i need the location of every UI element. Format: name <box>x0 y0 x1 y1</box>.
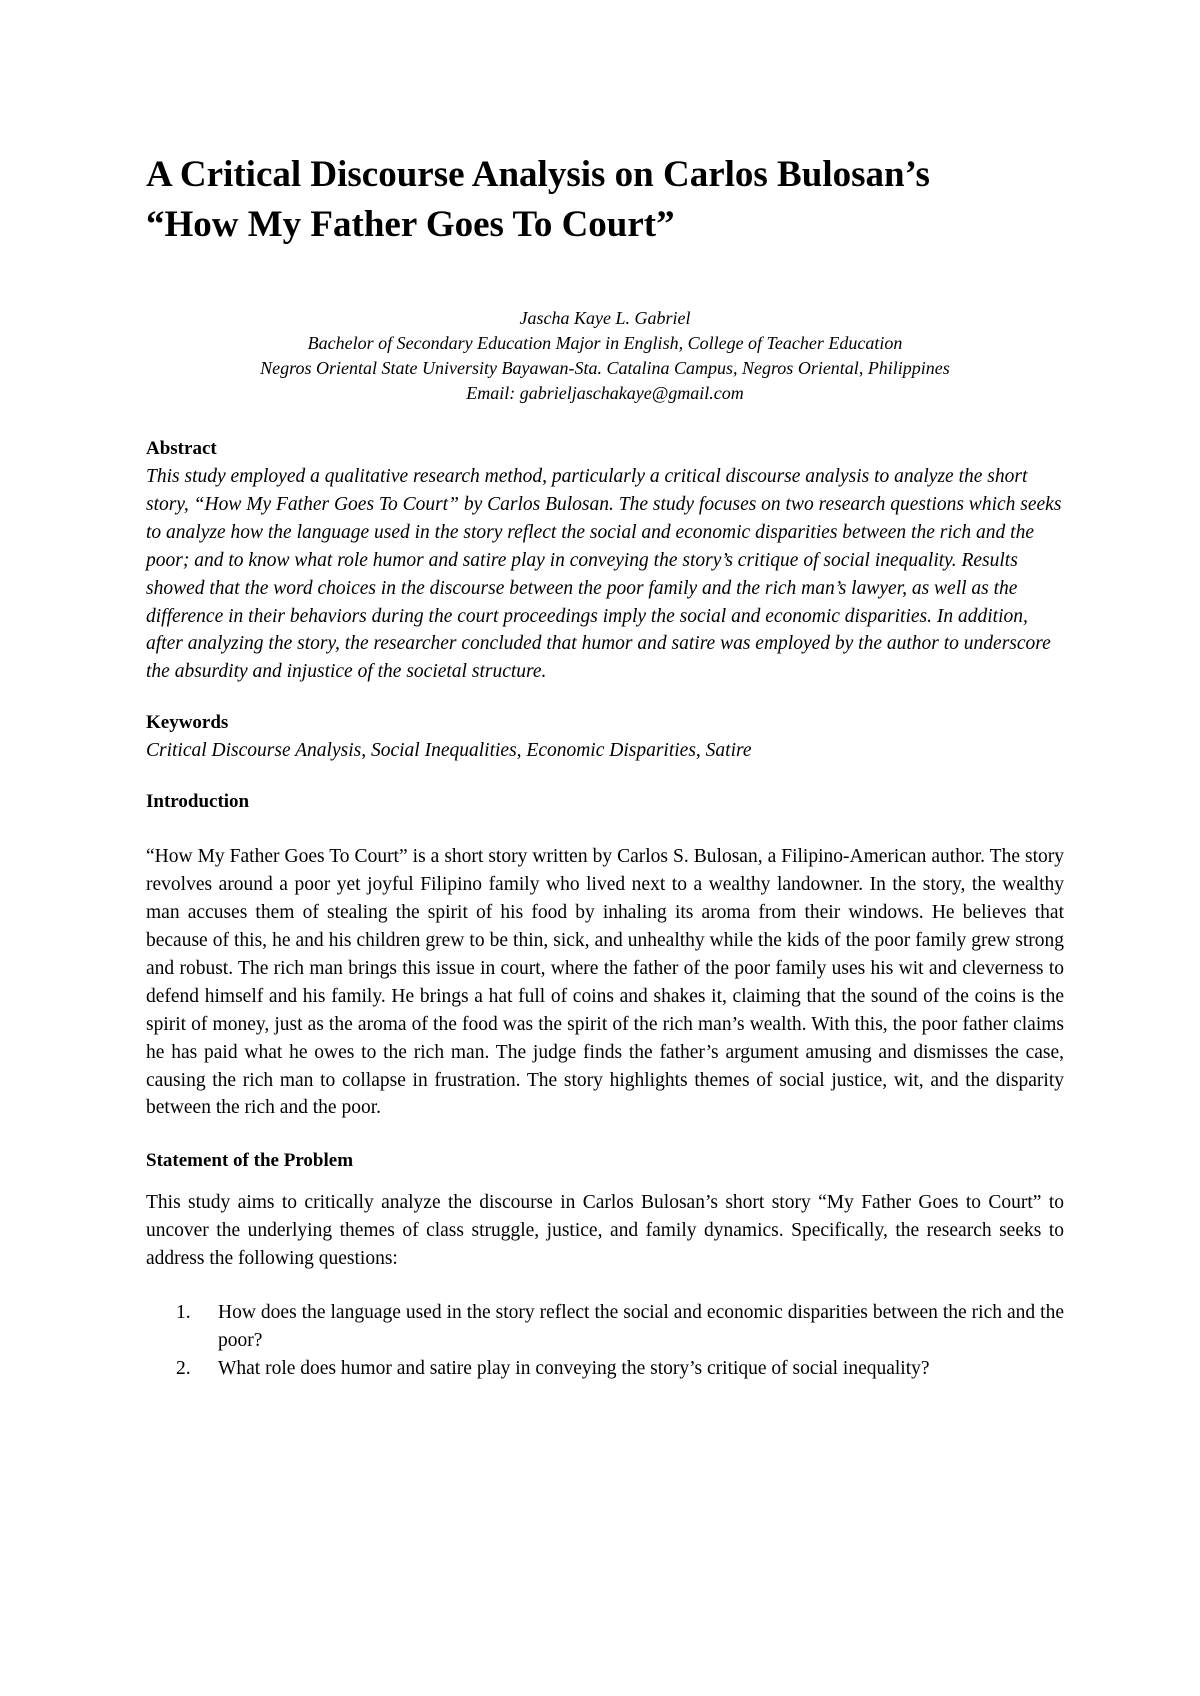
research-question-item <box>146 1299 1064 1355</box>
paper-page <box>146 150 1064 1383</box>
paper-title-line-1: A Critical Discourse Analysis on Carlos Bulosan’s <box>146 154 930 195</box>
author-block <box>146 306 1064 406</box>
statement-of-problem-heading: Statement of the Problem <box>146 1150 354 1172</box>
research-question-text: How does the language used in the story reflect the social and economic disparities between the rich and the poor? <box>218 1302 1064 1351</box>
introduction-heading: Introduction <box>146 791 250 813</box>
author-name: Jascha Kaye L. Gabriel <box>519 308 691 328</box>
author-affiliation: Negros Oriental State University Bayawan-Sta. Catalina Campus, Negros Oriental, Philippines <box>260 358 950 378</box>
paper-title-line-2: “How My Father Goes To Court” <box>146 204 675 245</box>
research-question-text: What role does humor and satire play in conveying the story’s critique of social inequality? <box>218 1357 930 1379</box>
paper-title <box>146 150 1064 250</box>
research-question-item <box>146 1355 1064 1383</box>
research-question-number: 1. <box>176 1302 191 1324</box>
author-email: Email: gabrieljaschakaye@gmail.com <box>466 383 744 403</box>
research-question-number: 2. <box>176 1357 191 1379</box>
keywords-heading: Keywords <box>146 712 229 734</box>
introduction-text: “How My Father Goes To Court” is a short story written by Carlos S. Bulosan, a Filipino-American author. The story revolves around a poor yet joyful Filipino family who lived next to a wealthy landowner. In the story, the wealthy man accuses them of stealing the spirit of his food by inhaling its aroma from their windows. He believes that because of this, he and his children grew to be thin, sick, and unhealthy while the kids of the poor family grew strong and robust. The rich man brings this issue in court, where the father of the poor family uses his wit and cleverness to defend himself and his family. He brings a hat full of coins and shakes it, claiming that the sound of the coins is the spirit of money, just as the aroma of the food was the spirit of the rich man’s wealth. With this, the poor father claims he has paid what he owes to the rich man. The judge finds the father’s argument amusing and dismisses the case, causing the rich man to collapse in frustration. The story highlights themes of social justice, wit, and the disparity between the rich and the poor. <box>146 846 1064 1119</box>
statement-of-problem-text: This study aims to critically analyze the discourse in Carlos Bulosan’s short story “My Father Goes to Court” to uncover the underlying themes of class struggle, justice, and family dynamics. Specifically, the research seeks to address the following questions: <box>146 1192 1064 1270</box>
research-questions-list <box>146 1299 1064 1383</box>
abstract-text: This study employed a qualitative research method, particularly a critical discourse analysis to analyze the short story, “How My Father Goes To Court” by Carlos Bulosan. The study focuses on two research questions which seeks to analyze how the language used in the story reflect the social and economic disparities between the rich and the poor; and to know what role humor and satire play in conveying the story’s critique of social inequality. Results showed that the word choices in the discourse between the poor family and the rich man’s lawyer, as well as the difference in their behaviors during the court proceedings imply the social and economic disparities. In addition, after analyzing the story, the researcher concluded that humor and satire was employed by the author to underscore the absurdity and injustice of the societal structure. <box>146 466 1062 683</box>
keywords-text: Critical Discourse Analysis, Social Inequalities, Economic Disparities, Satire <box>146 740 752 762</box>
author-program: Bachelor of Secondary Education Major in English, College of Teacher Education <box>307 333 903 353</box>
abstract-heading: Abstract <box>146 438 217 459</box>
